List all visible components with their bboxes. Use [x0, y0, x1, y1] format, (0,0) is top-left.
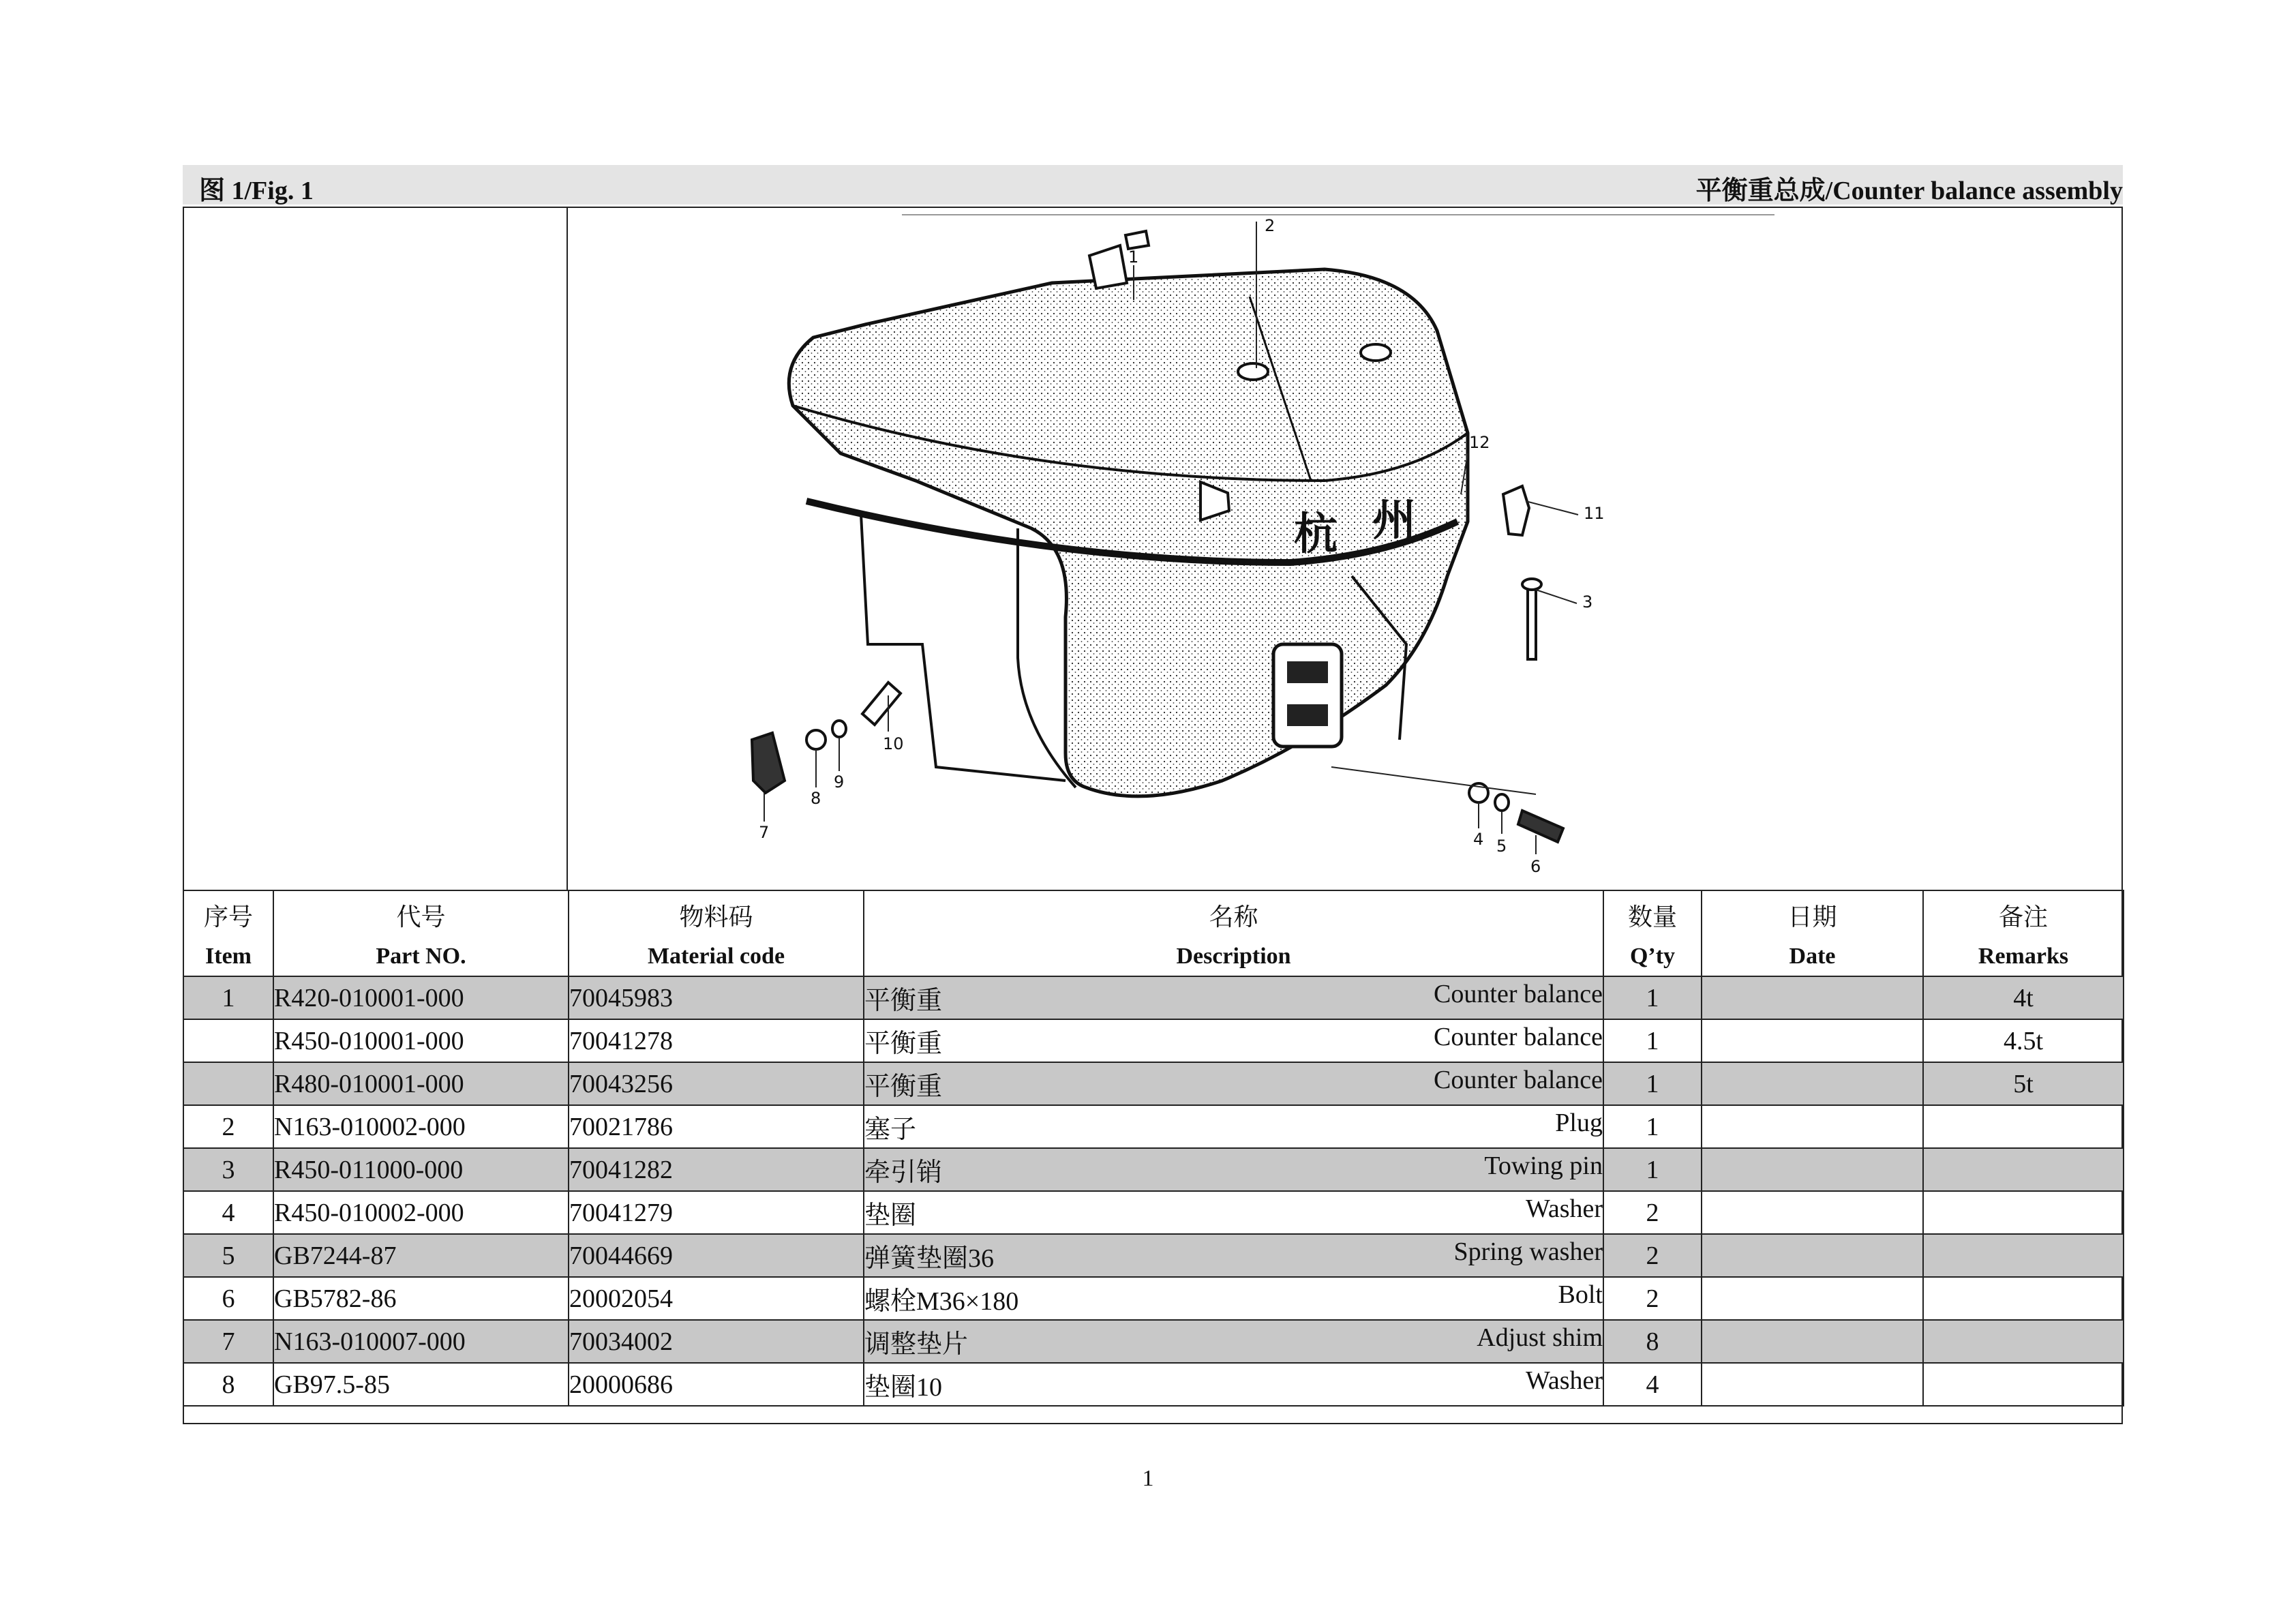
header-date: 日期 Date	[1702, 890, 1923, 976]
bolt-part-6	[1518, 811, 1563, 842]
cell-material-code: 70043256	[569, 1062, 864, 1105]
cell-remarks: 4.5t	[1923, 1019, 2124, 1062]
cell-part-no: N163-010002-000	[273, 1105, 569, 1148]
cell-part-no: GB5782-86	[273, 1277, 569, 1320]
cell-qty: 2	[1603, 1234, 1702, 1277]
cell-material-code: 70045983	[569, 976, 864, 1019]
cell-description: 螺栓M36×180 Bolt	[864, 1277, 1603, 1320]
adjust-shim-part	[752, 733, 785, 793]
callout-6: 6	[1530, 857, 1541, 876]
cell-part-no: R450-011000-000	[273, 1148, 569, 1191]
cell-date	[1702, 1105, 1923, 1148]
cell-description: 调整垫片 Adjust shim	[864, 1320, 1603, 1363]
cell-date	[1702, 976, 1923, 1019]
cell-item: 2	[183, 1105, 273, 1148]
bolt-part-10	[862, 682, 901, 725]
spring-washer-part-9	[832, 721, 846, 737]
header-description: 名称 Description	[864, 890, 1603, 976]
table-row	[183, 1148, 2124, 1191]
cell-description: 垫圈10 Washer	[864, 1363, 1603, 1406]
header-qty: 数量 Q’ty	[1603, 890, 1702, 976]
cell-remarks	[1923, 1105, 2124, 1148]
table-row	[183, 1363, 2124, 1406]
cell-remarks	[1923, 1363, 2124, 1406]
cell-qty: 2	[1603, 1277, 1702, 1320]
cell-item: 3	[183, 1148, 273, 1191]
figure-label: 图 1/Fig. 1	[199, 177, 314, 205]
cell-item: 4	[183, 1191, 273, 1234]
counter-balance-body	[789, 245, 1468, 796]
callout-5: 5	[1496, 837, 1507, 856]
cell-date	[1702, 1234, 1923, 1277]
cell-remarks	[1923, 1148, 2124, 1191]
cell-description: 塞子 Plug	[864, 1105, 1603, 1148]
cell-remarks: 5t	[1923, 1062, 2124, 1105]
cell-remarks	[1923, 1191, 2124, 1234]
cell-part-no: R420-010001-000	[273, 976, 569, 1019]
cell-part-no: R480-010001-000	[273, 1062, 569, 1105]
table-row	[183, 1277, 2124, 1320]
callout-2: 2	[1265, 216, 1275, 235]
cell-remarks	[1923, 1277, 2124, 1320]
table-row	[183, 1062, 2124, 1105]
cell-date	[1702, 1320, 1923, 1363]
cell-qty: 1	[1603, 976, 1702, 1019]
cell-part-no: R450-010001-000	[273, 1019, 569, 1062]
cell-material-code: 20000686	[569, 1363, 864, 1406]
cell-item: 1	[183, 976, 273, 1019]
page-number: 1	[1142, 1466, 1154, 1491]
cell-qty: 1	[1603, 1148, 1702, 1191]
table-row	[183, 1191, 2124, 1234]
cell-date	[1702, 1019, 1923, 1062]
cell-qty: 2	[1603, 1191, 1702, 1234]
cell-description: 平衡重 Counter balance	[864, 976, 1603, 1019]
callout-3: 3	[1582, 592, 1593, 612]
parts-table	[183, 890, 2124, 1407]
cell-item: 7	[183, 1320, 273, 1363]
callout-11: 11	[1584, 504, 1605, 523]
cell-material-code: 70041282	[569, 1148, 864, 1191]
cell-item: 8	[183, 1363, 273, 1406]
cell-description: 平衡重 Counter balance	[864, 1062, 1603, 1105]
cell-date	[1702, 1191, 1923, 1234]
cell-part-no: N163-010007-000	[273, 1320, 569, 1363]
callout-12: 12	[1469, 433, 1490, 452]
table-row	[183, 1234, 2124, 1277]
header-remarks: 备注 Remarks	[1923, 890, 2124, 976]
cell-description: 垫圈 Washer	[864, 1191, 1603, 1234]
spring-washer-part-5	[1495, 794, 1509, 811]
cell-item: 5	[183, 1234, 273, 1277]
callout-1: 1	[1128, 247, 1139, 267]
towing-pin-part	[1528, 584, 1536, 659]
header-material-code: 物料码 Material code	[569, 890, 864, 976]
callout-4: 4	[1473, 830, 1484, 849]
cell-description: 平衡重 Counter balance	[864, 1019, 1603, 1062]
figure-header-bar	[183, 165, 2123, 205]
header-item: 序号 Item	[183, 890, 273, 976]
cell-qty: 1	[1603, 1105, 1702, 1148]
washer-part-8	[806, 730, 826, 749]
figure-left-blank-cell	[184, 208, 568, 891]
plug-part	[1126, 231, 1149, 249]
cell-qty: 1	[1603, 1062, 1702, 1105]
towing-pin-socket	[1273, 644, 1342, 747]
cell-item	[183, 1019, 273, 1062]
cell-material-code: 70041279	[569, 1191, 864, 1234]
callout-10: 10	[883, 734, 904, 753]
table-row	[183, 1019, 2124, 1062]
callout-9: 9	[834, 772, 845, 792]
cell-material-code: 70021786	[569, 1105, 864, 1148]
cell-qty: 8	[1603, 1320, 1702, 1363]
cell-remarks	[1923, 1320, 2124, 1363]
cell-description: 牵引销 Towing pin	[864, 1148, 1603, 1191]
cell-material-code: 70034002	[569, 1320, 864, 1363]
cell-date	[1702, 1148, 1923, 1191]
cast-char-1: 杭	[1294, 509, 1338, 560]
table-row	[183, 1105, 2124, 1148]
cell-remarks: 4t	[1923, 976, 2124, 1019]
exploded-view-drawing	[568, 208, 2122, 891]
bracket-part-11	[1503, 486, 1529, 535]
callout-7: 7	[759, 823, 770, 842]
cell-part-no: R450-010002-000	[273, 1191, 569, 1234]
cell-qty: 4	[1603, 1363, 1702, 1406]
table-header-row	[183, 890, 2124, 976]
header-part-no: 代号 Part NO.	[273, 890, 569, 976]
cell-date	[1702, 1363, 1923, 1406]
table-row	[183, 1320, 2124, 1363]
cell-material-code: 70044669	[569, 1234, 864, 1277]
cell-material-code: 20002054	[569, 1277, 864, 1320]
cell-date	[1702, 1062, 1923, 1105]
cell-part-no: GB7244-87	[273, 1234, 569, 1277]
cell-item: 6	[183, 1277, 273, 1320]
cast-char-2: 州	[1372, 495, 1416, 546]
cell-qty: 1	[1603, 1019, 1702, 1062]
cell-material-code: 70041278	[569, 1019, 864, 1062]
cell-part-no: GB97.5-85	[273, 1363, 569, 1406]
assembly-title: 平衡重总成/Counter balance assembly	[1695, 177, 2123, 205]
cell-item	[183, 1062, 273, 1105]
callout-8: 8	[811, 789, 821, 808]
cell-date	[1702, 1277, 1923, 1320]
cell-description: 弹簧垫圈36 Spring washer	[864, 1234, 1603, 1277]
table-row	[183, 976, 2124, 1019]
cell-remarks	[1923, 1234, 2124, 1277]
